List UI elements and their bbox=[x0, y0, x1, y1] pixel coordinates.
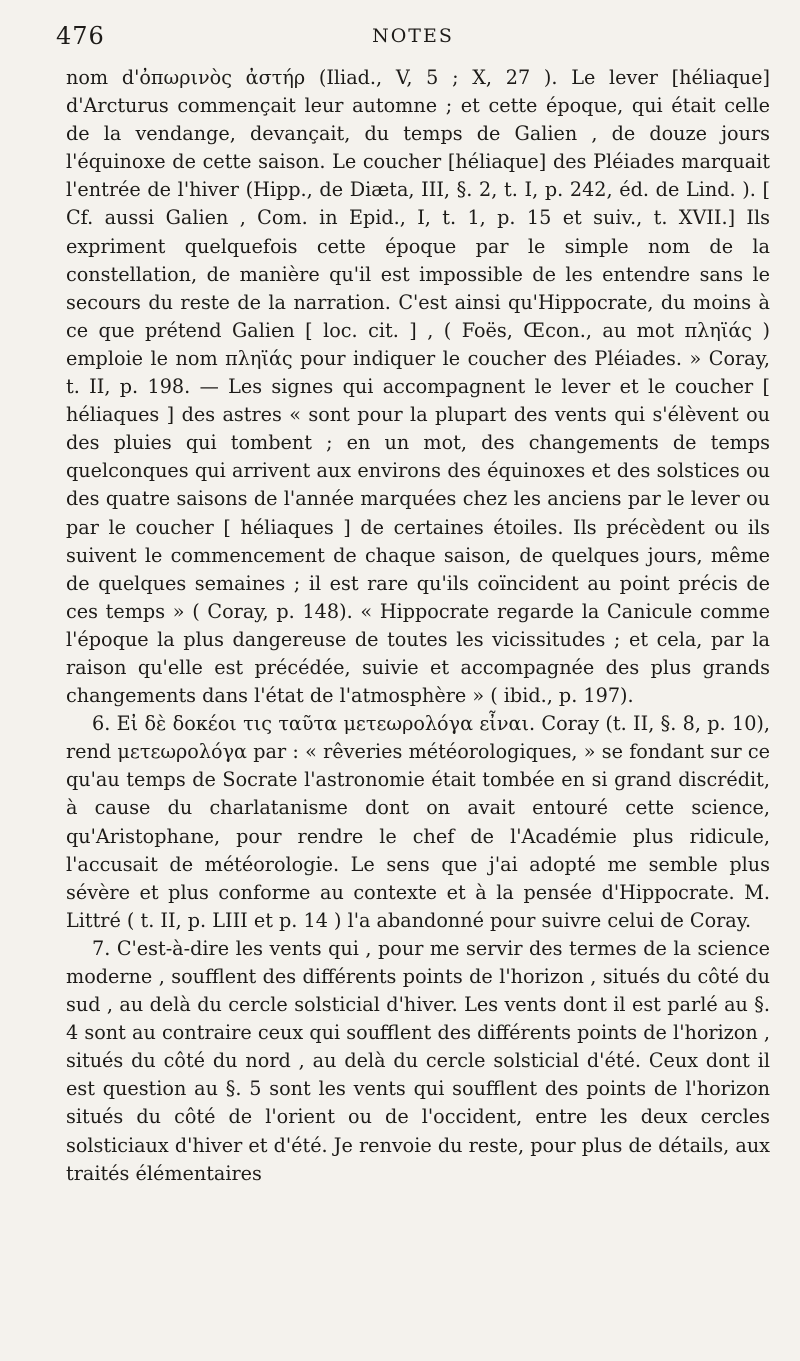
note-6: 6. Εἰ δὲ δοκέοι τις ταῦτα μετεωρολόγα εἶναι. Coray (t. II, §. 8, p. 10), rend μετεωρολόγα par : « rêveries météorologiques, » se fondant sur ce qu'au temps de Socrate l'astronomie était tombée en si grand discrédit, à cause du charlatanisme dont on avait entouré cette science, qu'Aristophane, pour rendre le chef de l'Académie plus ridicule, l'accusait de météorologie. Le sens que j'ai adopté me semble plus sévère et plus conforme au contexte et à la pensée d'Hippocrate. M. Littré ( t. II, p. LIII et p. 14 ) l'a abandonné pour suivre celui de Coray. bbox=[66, 712, 770, 932]
running-head bbox=[56, 22, 770, 52]
note-7: 7. C'est-à-dire les vents qui , pour me servir des termes de la science moderne , soufflent des différents points de l'horizon , situés du côté du sud , au delà du cercle solsticial d'hiver. Les vents dont il est parlé au §. 4 sont au contraire ceux qui soufflent des différents points de l'horizon , situés du côté du nord , au delà du cercle solsticial d'été. Ceux dont il est question au §. 5 sont les vents qui soufflent des points de l'horizon situés du côté de l'orient ou de l'occident, entre les deux cercles solsticiaux d'hiver et d'été. Je renvoie du reste, pour plus de détails, aux traités élémentaires bbox=[66, 936, 770, 1185]
paragraph-continuation: nom d'ὀπωρινὸς ἀστήρ (Iliad., V, 5 ; X, 27 ). Le lever [héliaque] d'Arcturus commençait leur automne ; et cette époque, qui était celle de la vendange, devançait, du temps de Galien , de douze jours l'équinoxe de cette saison. Le coucher [héliaque] des Pléiades marquait l'entrée de l'hiver (Hipp., de Diæta, III, §. 2, t. I, p. 242, éd. de Lind. ). [ Cf. aussi Galien , Com. in Epid., I, t. 1, p. 15 et suiv., t. XVII.] Ils expriment quelquefois cette époque par le simple nom de la constellation, de manière qu'il est impossible de les entendre sans le secours du reste de la narration. C'est ainsi qu'Hippocrate, du moins à ce que prétend Galien [ loc. cit. ] , ( Foës, Œcon., au mot πληϊάς ) emploie le nom πληϊάς pour indiquer le coucher des Pléiades. » Coray, t. II, p. 198. — Les signes qui accompagnent le lever et le coucher [ héliaques ] des astres « sont pour la plupart des vents qui s'élèvent ou des pluies qui tombent ; en un mot, des changements de temps quelconques qui arrivent aux environs des équinoxes et des solstices ou des quatre saisons de l'année marquées chez les anciens par le lever ou par le coucher [ héliaques ] de certaines étoiles. Ils précèdent ou ils suivent le commencement de chaque saison, de quelques jours, même de quelques semaines ; il est rare qu'ils coïncident au point précis de ces temps » ( Coray, p. 148). « Hippocrate regarde la Canicule comme l'époque la plus dangereuse de toutes les vicissitudes ; et cela, par la raison qu'elle est précédée, suivie et accompagnée des plus grands changements dans l'état de l'atmosphère » ( ibid., p. 197). bbox=[66, 66, 770, 708]
page-number: 476 bbox=[56, 22, 105, 50]
running-title: NOTES bbox=[372, 25, 454, 47]
text-body bbox=[66, 64, 770, 1188]
